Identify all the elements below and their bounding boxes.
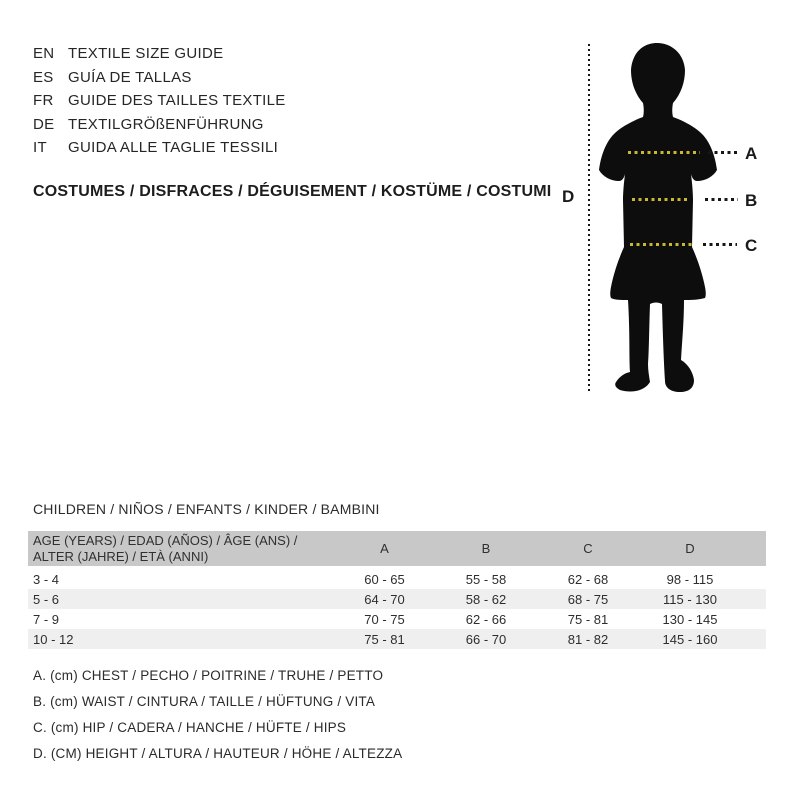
table-header-row [28,531,766,566]
lang-row-fr [33,89,286,113]
hip-cell: 62 - 68 [567,571,609,587]
height-cell: 130 - 145 [662,611,718,627]
legend-height: D. (CM) HEIGHT / ALTURA / HAUTEUR / HÖHE / ALTEZZA [33,745,403,761]
hip-measure-dash-on-body [630,243,694,246]
lang-code: DE [33,115,55,133]
chest-measure-dash-on-body [628,151,700,154]
size-table [28,531,766,649]
chest-label: A [745,144,758,163]
chest-cell: 70 - 75 [364,611,405,627]
child-silhouette-figure [596,42,720,394]
column-header-b: B [481,541,491,556]
column-header-d: D [685,541,695,556]
lang-code: FR [33,92,54,110]
lang-title: GUÍA DE TALLAS [68,68,192,86]
language-title-list [33,42,286,160]
category-title: COSTUMES / DISFRACES / DÉGUISEMENT / KOSTÜME / COSTUMI [33,183,552,200]
lang-code: EN [33,45,55,63]
table-row [28,609,766,629]
chest-cell: 60 - 65 [364,571,405,587]
age-cell: 7 - 9 [33,611,60,627]
age-cell: 5 - 6 [33,591,60,607]
height-measure-line [588,44,590,394]
waist-measure-dash [705,198,738,201]
hip-label: C [745,236,758,255]
lang-title: TEXTILE SIZE GUIDE [68,45,224,63]
measurement-diagram [556,40,786,400]
height-label: D [562,187,575,206]
table-row [28,589,766,609]
table-row [28,569,766,589]
measurement-legend [33,662,402,766]
age-column-header: AGE (YEARS) / EDAD (AÑOS) / ÂGE (ANS) / ALTER (JAHRE) / ETÀ (ANNI) [33,533,298,564]
waist-cell: 58 - 62 [465,591,507,607]
hip-cell: 68 - 75 [567,591,609,607]
lang-code: ES [33,68,54,86]
children-heading: CHILDREN / NIÑOS / ENFANTS / KINDER / BAMBINI [33,501,380,517]
lang-row-de [33,113,286,137]
hip-measure-dash [703,243,737,246]
height-cell: 145 - 160 [662,631,718,647]
lang-title: TEXTILGRÖßENFÜHRUNG [68,115,264,133]
chest-measure-dash [708,151,740,154]
table-row [28,629,766,649]
waist-cell: 62 - 66 [465,611,507,627]
column-header-c: C [583,541,593,556]
chest-cell: 75 - 81 [364,631,405,647]
chest-cell: 64 - 70 [364,591,405,607]
height-cell: 115 - 130 [663,591,717,607]
hip-cell: 81 - 82 [567,631,609,647]
legend-waist: B. (cm) WAIST / CINTURA / TAILLE / HÜFTUNG / VITA [33,693,376,709]
waist-label: B [745,191,758,210]
lang-title: GUIDE DES TAILLES TEXTILE [68,92,286,110]
waist-cell: 66 - 70 [465,631,507,647]
lang-row-es [33,66,286,90]
hip-cell: 75 - 81 [567,611,609,627]
height-cell: 98 - 115 [666,571,714,587]
waist-measure-dash-on-body [632,198,690,201]
column-header-a: A [380,541,389,556]
waist-cell: 55 - 58 [465,571,507,587]
lang-code: IT [33,139,47,157]
legend-chest: A. (cm) CHEST / PECHO / POITRINE / TRUHE / PETTO [33,667,384,683]
age-cell: 3 - 4 [33,571,60,587]
lang-row-it [33,136,286,160]
age-cell: 10 - 12 [33,631,74,647]
legend-hip: C. (cm) HIP / CADERA / HANCHE / HÜFTE / HIPS [33,719,347,735]
lang-row-en [33,42,286,66]
lang-title: GUIDA ALLE TAGLIE TESSILI [68,139,279,157]
